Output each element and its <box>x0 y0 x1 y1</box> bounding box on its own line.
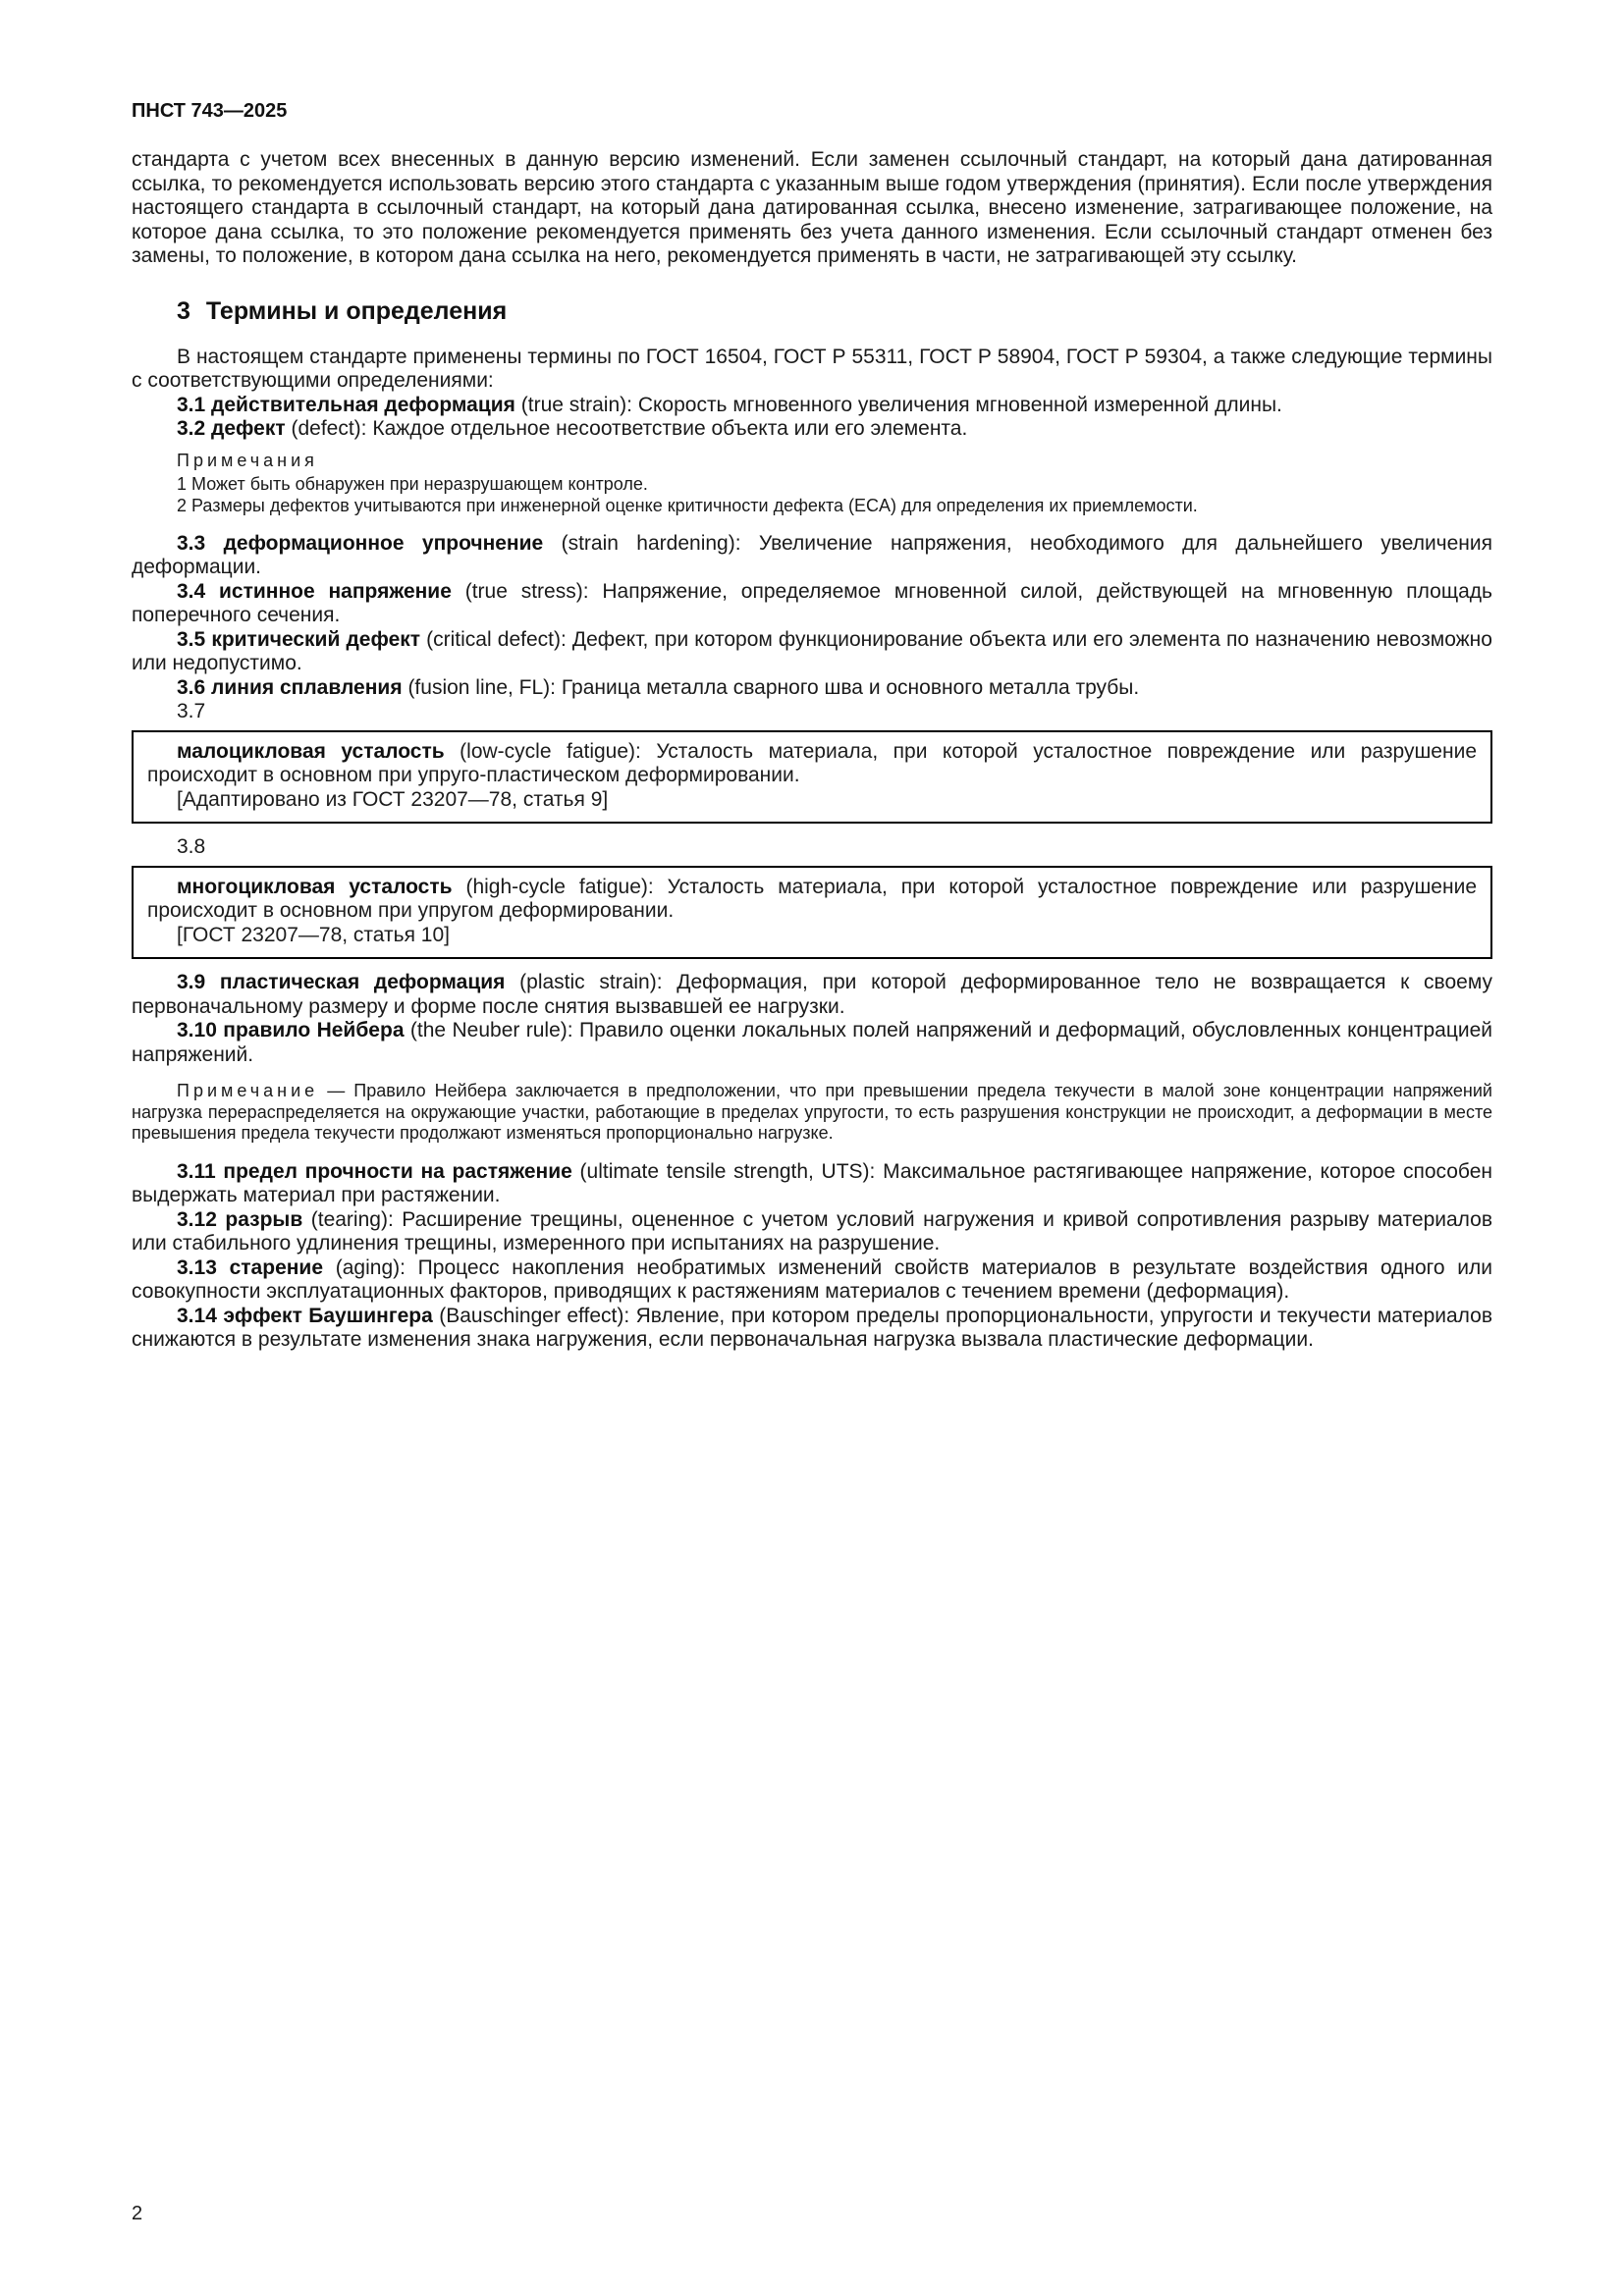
term-english: (the Neuber rule): <box>409 1019 573 1041</box>
term-number: 3.3 <box>177 531 206 555</box>
term-name: старение <box>229 1255 324 1279</box>
boxed-term-3-7 <box>132 730 1492 825</box>
term-english: (plastic strain): <box>519 971 663 993</box>
term-name: эффект Баушингера <box>223 1304 433 1327</box>
term-english: (true strain): <box>520 393 632 416</box>
term-english: (defect): <box>291 417 367 440</box>
term-definition: Каждое отдельное несоответствие объекта или его элемента. <box>372 417 968 440</box>
term-definition: Расширение трещины, оцененное с учетом условий нагружения и кривой сопротивления разрыву материалов или стабильного удлинения трещины, измеренного при испытаниях на разрушение. <box>132 1207 1492 1255</box>
term-entry-3-14 <box>132 1305 1492 1353</box>
term-number: 3.5 <box>177 627 206 651</box>
term-english: (critical defect): <box>426 627 567 651</box>
term-number: 3.4 <box>177 579 206 603</box>
term-number: 3.1 <box>177 393 206 416</box>
term-entry-3-10 <box>132 1019 1492 1067</box>
term-definition: Максимальное растягивающее напряжение, которое способен выдержать материал при растяжении. <box>132 1159 1492 1206</box>
continuation-paragraph: стандарта с учетом всех внесенных в данную версию изменений. Если заменен ссылочный стандарт, на который дана датированная ссылка, то рекомендуется использовать версию этого стандарта с указанным выше годом утверждения (принятия). Если после утверждения настоящего стандарта в ссылочный стандарт, на который дана датированная ссылка, внесено изменение, затрагивающее положение, на которое дана ссылка, то это положение рекомендуется применять без учета данного изменения. Если ссылочный стандарт отменен без замены, то положение, в котором дана ссылка на него, рекомендуется применять в части, не затрагивающей эту ссылку. <box>132 148 1492 267</box>
term-english: (true stress): <box>464 579 589 603</box>
term-name: дефект <box>211 417 286 440</box>
term-entry-3-1 <box>132 394 1492 418</box>
term-name: действительная деформация <box>211 393 515 416</box>
term-entry-3-12 <box>132 1208 1492 1256</box>
boxed-term-source: [ГОСТ 23207—78, статья 10] <box>177 923 450 946</box>
term-entry-3-5 <box>132 628 1492 676</box>
term-entry-3-6 <box>132 676 1492 701</box>
term-number: 3.2 <box>177 417 206 440</box>
term-name: деформационное упрочнение <box>223 531 544 555</box>
note-text: — Правило Нейбера заключается в предположении, что при превышении предела текучести в малой зоне концентрации напряжений нагрузка перераспределяется на окружающие участки, работающие в пределах упругости, то есть разрушения конструкции не происходит, а деформации в месте превышения предела текучести продолжают изменяться пропорционально нагрузке. <box>132 1081 1492 1143</box>
note-item-1: 1 Может быть обнаружен при неразрушающем контроле. <box>177 473 648 494</box>
term-number-3-7: 3.7 <box>177 700 206 722</box>
boxed-term-text <box>147 876 1477 924</box>
term-definition: Явление, при котором пределы пропорциональности, упругости и текучести материалов снижаются в результате изменения знака нагружения, если первоначальная нагрузка вызвала пластические деформации. <box>132 1304 1492 1351</box>
term-english: (high-cycle fatigue): <box>465 875 654 898</box>
term-definition: Усталость материала, при которой усталостное повреждение или разрушение происходит в основном при упругом деформировании. <box>147 875 1477 922</box>
term-definition: Усталость материала, при которой усталостное повреждение или разрушение происходит в основном при упруго-пластическом деформировании. <box>147 739 1477 786</box>
term-number: 3.12 <box>177 1207 217 1231</box>
term-name: критический дефект <box>211 627 421 651</box>
term-definition: Процесс накопления необратимых изменений свойств материалов в результате воздействия одного или совокупности эксплуатационных факторов, приводящих к растяжениям материалов с течением времени (деформация). <box>132 1255 1492 1303</box>
boxed-term-source: [Адаптировано из ГОСТ 23207—78, статья 9] <box>177 787 609 811</box>
term-definition: Правило оценки локальных полей напряжений и деформаций, обусловленных концентрацией напряжений. <box>132 1019 1492 1066</box>
term-name: разрыв <box>225 1207 303 1231</box>
term-english: (aging): <box>335 1255 406 1279</box>
note-item-2: 2 Размеры дефектов учитываются при инженерной оценке критичности дефекта (ECA) для определения их приемлемости. <box>177 495 1198 515</box>
section-number: 3 <box>177 296 190 325</box>
term-name: истинное напряжение <box>219 579 452 603</box>
term-entry-3-3 <box>132 532 1492 580</box>
section-title: Термины и определения <box>205 296 508 325</box>
boxed-term-text <box>147 740 1477 788</box>
section-lead-paragraph: В настоящем стандарте применены термины по ГОСТ 16504, ГОСТ Р 55311, ГОСТ Р 58904, ГОСТ Р 59304, а также следующие термины с соответствующими определениями: <box>132 345 1492 392</box>
term-name: предел прочности на растяжение <box>223 1159 572 1183</box>
term-english: (fusion line, FL): <box>407 675 556 699</box>
term-entry-3-13 <box>132 1256 1492 1305</box>
term-name: пластическая деформация <box>219 971 506 993</box>
term-number: 3.10 <box>177 1019 217 1041</box>
term-number: 3.11 <box>177 1159 216 1183</box>
document-header: ПНСТ 743—2025 <box>132 100 288 122</box>
notes-title: Примечания <box>177 450 318 470</box>
term-name: правило Нейбера <box>223 1019 405 1041</box>
term-entry-3-11 <box>132 1160 1492 1208</box>
term-definition: Увеличение напряжения, необходимого для дальнейшего увеличения деформации. <box>132 531 1493 578</box>
term-entry-3-9 <box>132 971 1492 1019</box>
note-label: Примечание <box>177 1081 319 1100</box>
term-number: 3.13 <box>177 1255 217 1279</box>
term-name: линия сплавления <box>211 675 403 699</box>
term-name: многоцикловая усталость <box>177 875 453 898</box>
note-after-3-10 <box>132 1081 1492 1145</box>
term-number: 3.14 <box>177 1304 217 1327</box>
term-english: (strain hardening): <box>561 531 741 555</box>
boxed-term-3-8 <box>132 866 1492 960</box>
term-english: (tearing): <box>310 1207 394 1231</box>
term-english: (low-cycle fatigue): <box>460 739 641 763</box>
term-definition: Граница металла сварного шва и основного металла трубы. <box>561 675 1140 699</box>
term-english: (Bauschinger effect): <box>439 1304 630 1327</box>
term-definition: Скорость мгновенного увеличения мгновенной измеренной длины. <box>637 393 1282 416</box>
term-english: (ultimate tensile strength, UTS): <box>579 1159 876 1183</box>
term-name: малоцикловая усталость <box>177 739 445 763</box>
term-number: 3.9 <box>177 971 206 993</box>
notes-block <box>132 450 1492 516</box>
term-definition: Дефект, при котором функционирование объекта или его элемента по назначению невозможно или недопустимо. <box>132 627 1492 674</box>
page-number: 2 <box>132 2203 143 2224</box>
section-heading <box>177 296 1492 326</box>
term-entry-3-4 <box>132 580 1492 628</box>
term-entry-3-2 <box>132 417 1492 442</box>
term-number: 3.6 <box>177 675 206 699</box>
term-definition: Деформация, при которой деформированное тело не возвращается к своему первоначальному размеру и форме после снятия вызвавшей ее нагрузки. <box>132 971 1493 1018</box>
term-number-3-8: 3.8 <box>177 835 206 858</box>
term-definition: Напряжение, определяемое мгновенной силой, действующей на мгновенную площадь поперечного сечения. <box>132 579 1492 626</box>
